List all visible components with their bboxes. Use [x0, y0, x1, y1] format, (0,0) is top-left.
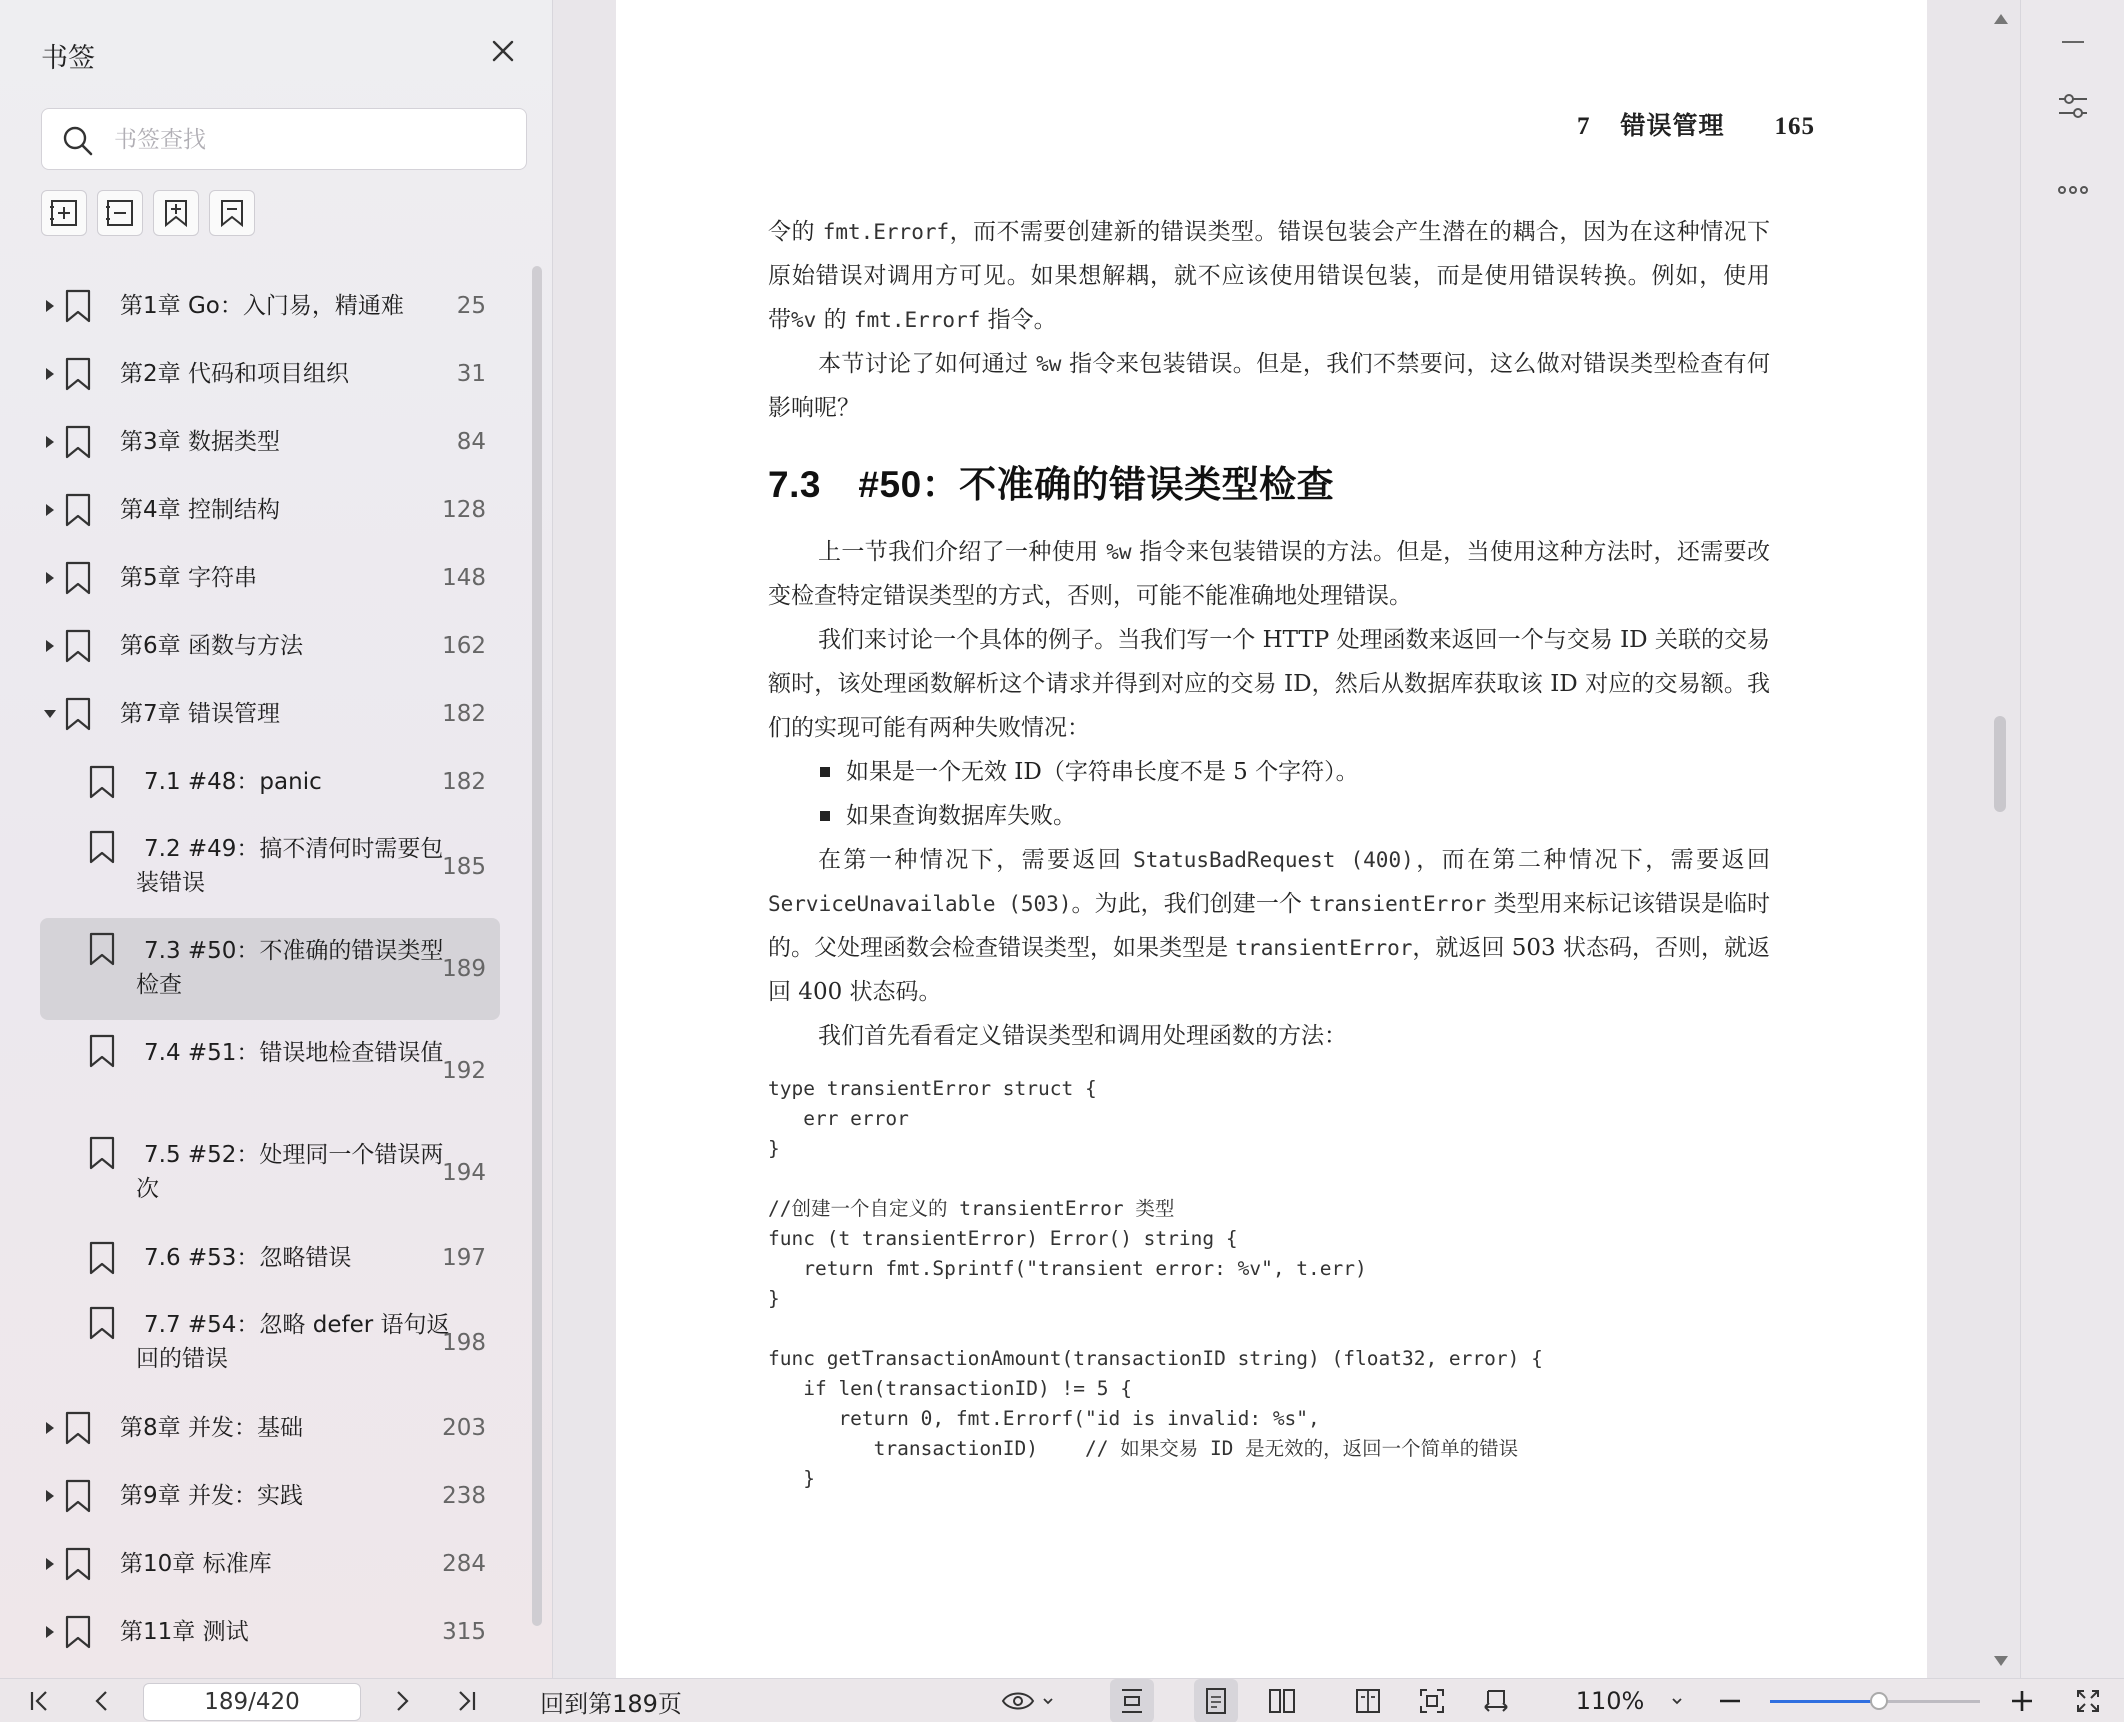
bookmark-page-number: 162 — [442, 633, 486, 659]
caret-right-icon[interactable] — [46, 1490, 54, 1502]
bookmark-label: 第5章 字符串 — [120, 565, 257, 591]
more-button[interactable] — [2047, 164, 2099, 216]
bookmark-icon — [64, 561, 92, 595]
bookmark-section[interactable] — [40, 1122, 500, 1224]
caret-right-icon[interactable] — [46, 572, 54, 584]
bookmark-icon — [64, 629, 92, 663]
fit-width-button[interactable] — [1474, 1679, 1518, 1722]
caret-right-icon[interactable] — [46, 1422, 54, 1434]
bullet-item: 如果查询数据库失败。 — [768, 794, 1770, 838]
bookmark-chapter[interactable] — [40, 680, 500, 748]
bookmark-label: 7.3 #50：不准确的错误类型检查 — [136, 938, 444, 998]
bookmark-page-number: 284 — [442, 1551, 486, 1577]
bookmark-page-number: 198 — [442, 1330, 486, 1356]
bookmark-section[interactable] — [40, 748, 500, 816]
bookmark-page-number: 25 — [456, 293, 486, 319]
sliders-icon — [2056, 89, 2090, 123]
bookmark-page-number: 182 — [442, 769, 486, 795]
minus-icon — [1717, 1688, 1743, 1714]
pdf-page — [616, 0, 1927, 1678]
document-viewer — [553, 0, 2020, 1678]
bookmark-icon — [88, 932, 116, 966]
bookmark-chapter[interactable] — [40, 1598, 500, 1666]
bookmark-chapter[interactable] — [40, 1394, 500, 1462]
caret-right-icon[interactable] — [46, 1558, 54, 1570]
bookmark-page-number: 189 — [442, 956, 486, 982]
bookmark-icon — [64, 493, 92, 527]
add-bookmark-button[interactable] — [153, 190, 199, 236]
paragraph: 上一节我们介绍了一种使用 %w 指令来包装错误的方法。但是，当使用这种方法时，还需要改变检查特定错误类型的方式，否则，可能不能准确地处理错误。 — [768, 539, 1771, 609]
document-scrollbar-thumb[interactable] — [1994, 716, 2006, 812]
chevron-down-icon — [1670, 1694, 1684, 1708]
running-head-page: 165 — [1774, 113, 1815, 140]
bookmark-label: 7.7 #54：忽略 defer 语句返回的错误 — [136, 1312, 450, 1372]
bookmark-icon — [88, 765, 116, 799]
book-view-icon — [1354, 1687, 1382, 1715]
bookmark-page-number: 238 — [442, 1483, 486, 1509]
search-icon — [62, 125, 94, 157]
bookmark-icon — [64, 1615, 92, 1649]
bookmark-chapter[interactable] — [40, 544, 500, 612]
scroll-down-icon[interactable] — [1994, 1656, 2008, 1666]
running-head — [1577, 106, 1815, 142]
caret-right-icon[interactable] — [46, 436, 54, 448]
bookmark-page-number: 192 — [442, 1058, 486, 1084]
bookmark-label: 第6章 函数与方法 — [120, 633, 303, 659]
bookmark-label: 7.1 #48：panic — [144, 769, 322, 795]
book-view-button[interactable] — [1346, 1679, 1390, 1722]
bookmark-label: 第1章 Go：入门易，精通难 — [120, 293, 404, 319]
bookmark-label: 第3章 数据类型 — [120, 429, 280, 455]
bookmark-section[interactable] — [40, 1224, 500, 1292]
bookmark-label: 7.4 #51：错误地检查错误值 — [144, 1040, 444, 1066]
bookmark-page-number: 194 — [442, 1160, 486, 1186]
bookmark-page-number: 315 — [442, 1619, 486, 1645]
bookmark-icon — [88, 1136, 116, 1170]
adjust-settings-button[interactable] — [2047, 80, 2099, 132]
caret-right-icon[interactable] — [46, 504, 54, 516]
eye-icon — [1001, 1689, 1035, 1713]
bookmark-page-number: 148 — [442, 565, 486, 591]
bookmark-chapter[interactable] — [40, 476, 500, 544]
last-page-icon — [453, 1688, 479, 1714]
bookmark-page-number: 203 — [442, 1415, 486, 1441]
bookmark-page-number: 185 — [442, 854, 486, 880]
bookmark-chapter[interactable] — [40, 272, 500, 340]
caret-down-icon[interactable] — [44, 710, 56, 718]
bookmark-chapter[interactable] — [40, 340, 500, 408]
bookmark-icon — [64, 697, 92, 731]
bookmark-icon — [216, 197, 248, 229]
bookmark-icon — [88, 1306, 116, 1340]
single-page-icon — [1203, 1687, 1229, 1715]
bookmark-search-input[interactable] — [114, 121, 504, 159]
fit-page-button[interactable] — [1410, 1679, 1454, 1722]
zoom-slider[interactable] — [1770, 1700, 1980, 1703]
bookmark-section[interactable] — [40, 816, 500, 918]
expand-all-button[interactable] — [41, 190, 87, 236]
right-rail — [2020, 0, 2124, 1678]
scroll-up-icon[interactable] — [1994, 14, 2008, 24]
bookmark-scrollbar[interactable] — [532, 266, 542, 1626]
bookmark-chapter[interactable] — [40, 1462, 500, 1530]
minus-icon — [2058, 27, 2088, 57]
bookmark-search[interactable] — [41, 108, 527, 170]
caret-right-icon[interactable] — [46, 368, 54, 380]
two-page-icon — [1267, 1687, 1297, 1715]
paragraph: 我们来讨论一个具体的例子。当我们写一个 HTTP 处理函数来返回一个与交易 ID 关联的交易额时，该处理函数解析这个请求并得到对应的交易 ID，然后从数据库获取该 ID 对应的交易额。我们的实现可能有两种失败情况： — [768, 627, 1770, 741]
more-icon — [2056, 173, 2090, 207]
code-block: type transientError struct { err error } //创建一个自定义的 transientError 类型 func (t transientError) Error() string { return fmt.Sprintf("transient error: %v", t.err) } func getTransactionAmount(transactionID string) (float32, error) { if len(transactionID) != 5 { return 0, fmt.Errorf("id is invalid: %s", transactionID) // 如果交易 ID 是无效的，返回一个简单的错误 } — [768, 1077, 1543, 1490]
bookmark-label: 第11章 测试 — [120, 1619, 249, 1645]
bookmark-page-number: 84 — [456, 429, 486, 455]
bookmark-chapter[interactable] — [40, 1530, 500, 1598]
bookmark-icon — [64, 289, 92, 323]
bookmark-icon — [64, 425, 92, 459]
fullscreen-icon — [2075, 1688, 2101, 1714]
chevron-down-icon — [1041, 1694, 1055, 1708]
bookmark-icon — [88, 1241, 116, 1275]
first-page-button[interactable] — [18, 1679, 62, 1722]
bookmark-button[interactable] — [209, 190, 255, 236]
bookmark-section[interactable] — [40, 1292, 500, 1394]
paragraph: 本节讨论了如何通过 %w 指令来包装错误。但是，我们不禁要问，这么做对错误类型检查有何影响呢？ — [768, 351, 1771, 421]
fit-width-icon — [1482, 1687, 1510, 1715]
bottom-toolbar — [0, 1678, 2124, 1722]
zoom-slider-handle[interactable] — [1870, 1692, 1888, 1710]
view-mode-dropdown[interactable] — [996, 1679, 1060, 1722]
next-page-button[interactable] — [380, 1679, 424, 1722]
bookmark-icon — [64, 1479, 92, 1513]
bookmark-section[interactable] — [40, 918, 500, 1020]
bookmark-label: 7.5 #52：处理同一个错误两次 — [136, 1142, 444, 1202]
add-bookmark-icon — [160, 197, 192, 229]
expand-all-icon — [48, 197, 80, 229]
paragraph: 令的 fmt.Errorf，而不需要创建新的错误类型。错误包装会产生潜在的耦合，因为在这种情况下原始错误对调用方可见。如果想解耦，就不应该使用错误包装，而是使用错误转换。例如，使用带%v 的 fmt.Errorf 指令。 — [768, 219, 1771, 333]
caret-right-icon[interactable] — [46, 640, 54, 652]
bookmark-label: 第10章 标准库 — [120, 1551, 272, 1577]
collapse-all-icon — [104, 197, 136, 229]
paragraph: 我们首先看看定义错误类型和调用处理函数的方法： — [818, 1023, 1347, 1049]
running-head-title: 错误管理 — [1620, 113, 1725, 140]
zoom-out-button[interactable] — [1712, 1679, 1748, 1722]
bookmark-label: 第7章 错误管理 — [120, 701, 280, 727]
close-icon[interactable] — [486, 34, 520, 68]
zoom-level[interactable]: 110% — [1575, 1687, 1645, 1715]
zoom-slider-fill — [1770, 1700, 1879, 1703]
bookmark-panel — [0, 0, 553, 1678]
caret-right-icon[interactable] — [46, 300, 54, 312]
bookmark-page-number: 197 — [442, 1245, 486, 1271]
bookmark-icon — [64, 1547, 92, 1581]
continuous-scroll-button[interactable] — [1110, 1679, 1154, 1722]
bookmark-label: 第9章 并发：实践 — [120, 1483, 303, 1509]
bookmark-panel-title: 书签 — [41, 43, 95, 74]
previous-page-button[interactable] — [80, 1679, 124, 1722]
first-page-icon — [27, 1688, 53, 1714]
bookmark-page-number: 31 — [456, 361, 486, 387]
chevron-left-icon — [89, 1688, 115, 1714]
single-page-button[interactable] — [1194, 1679, 1238, 1722]
fit-page-icon — [1418, 1687, 1446, 1715]
bookmark-chapter[interactable] — [40, 408, 500, 476]
back-to-page-link[interactable]: 回到第189页 — [540, 1689, 682, 1718]
bookmark-section[interactable] — [40, 1020, 500, 1122]
continuous-scroll-icon — [1118, 1687, 1146, 1715]
bookmark-chapter[interactable] — [40, 612, 500, 680]
plus-icon — [2009, 1688, 2035, 1714]
bookmark-list — [40, 272, 500, 1666]
bookmark-icon — [64, 357, 92, 391]
zoom-in-button[interactable] — [2004, 1679, 2040, 1722]
page-number-input[interactable]: 189/420 — [143, 1683, 361, 1721]
minimize-button[interactable] — [2047, 16, 2099, 68]
two-page-button[interactable] — [1260, 1679, 1304, 1722]
bookmark-page-number: 128 — [442, 497, 486, 523]
paragraph: 在第一种情况下，需要返回 StatusBadRequest (400)，而在第二种情况下，需要返回 ServiceUnavailable (503)。为此，我们创建一个 transientError 类型用来标记该错误是临时的。父处理函数会检查错误类型，如果类型是 transientError，就返回 503 状态码，否则，就返回 400 状态码。 — [768, 847, 1771, 1005]
bookmark-label: 第8章 并发：基础 — [120, 1415, 303, 1441]
last-page-button[interactable] — [444, 1679, 488, 1722]
bookmark-label: 第2章 代码和项目组织 — [120, 361, 349, 387]
bullet-item: 如果是一个无效 ID（字符串长度不是 5 个字符）。 — [768, 750, 1770, 794]
section-heading: 7.3 #50：不准确的错误类型检查 — [768, 464, 1335, 505]
bookmark-page-number: 182 — [442, 701, 486, 727]
bookmark-icon — [64, 1411, 92, 1445]
bookmark-label: 7.6 #53：忽略错误 — [144, 1245, 352, 1271]
bookmark-label: 第4章 控制结构 — [120, 497, 280, 523]
bookmark-icon — [88, 1034, 116, 1068]
bookmark-label: 7.2 #49：搞不清何时需要包装错误 — [136, 836, 444, 896]
collapse-all-button[interactable] — [97, 190, 143, 236]
caret-right-icon[interactable] — [46, 1626, 54, 1638]
zoom-dropdown[interactable] — [1664, 1679, 1690, 1722]
running-head-chapter: 7 — [1576, 113, 1591, 140]
page-body — [768, 210, 1770, 1494]
bookmark-icon — [88, 830, 116, 864]
chevron-right-icon — [389, 1688, 415, 1714]
fullscreen-button[interactable] — [2068, 1679, 2108, 1722]
